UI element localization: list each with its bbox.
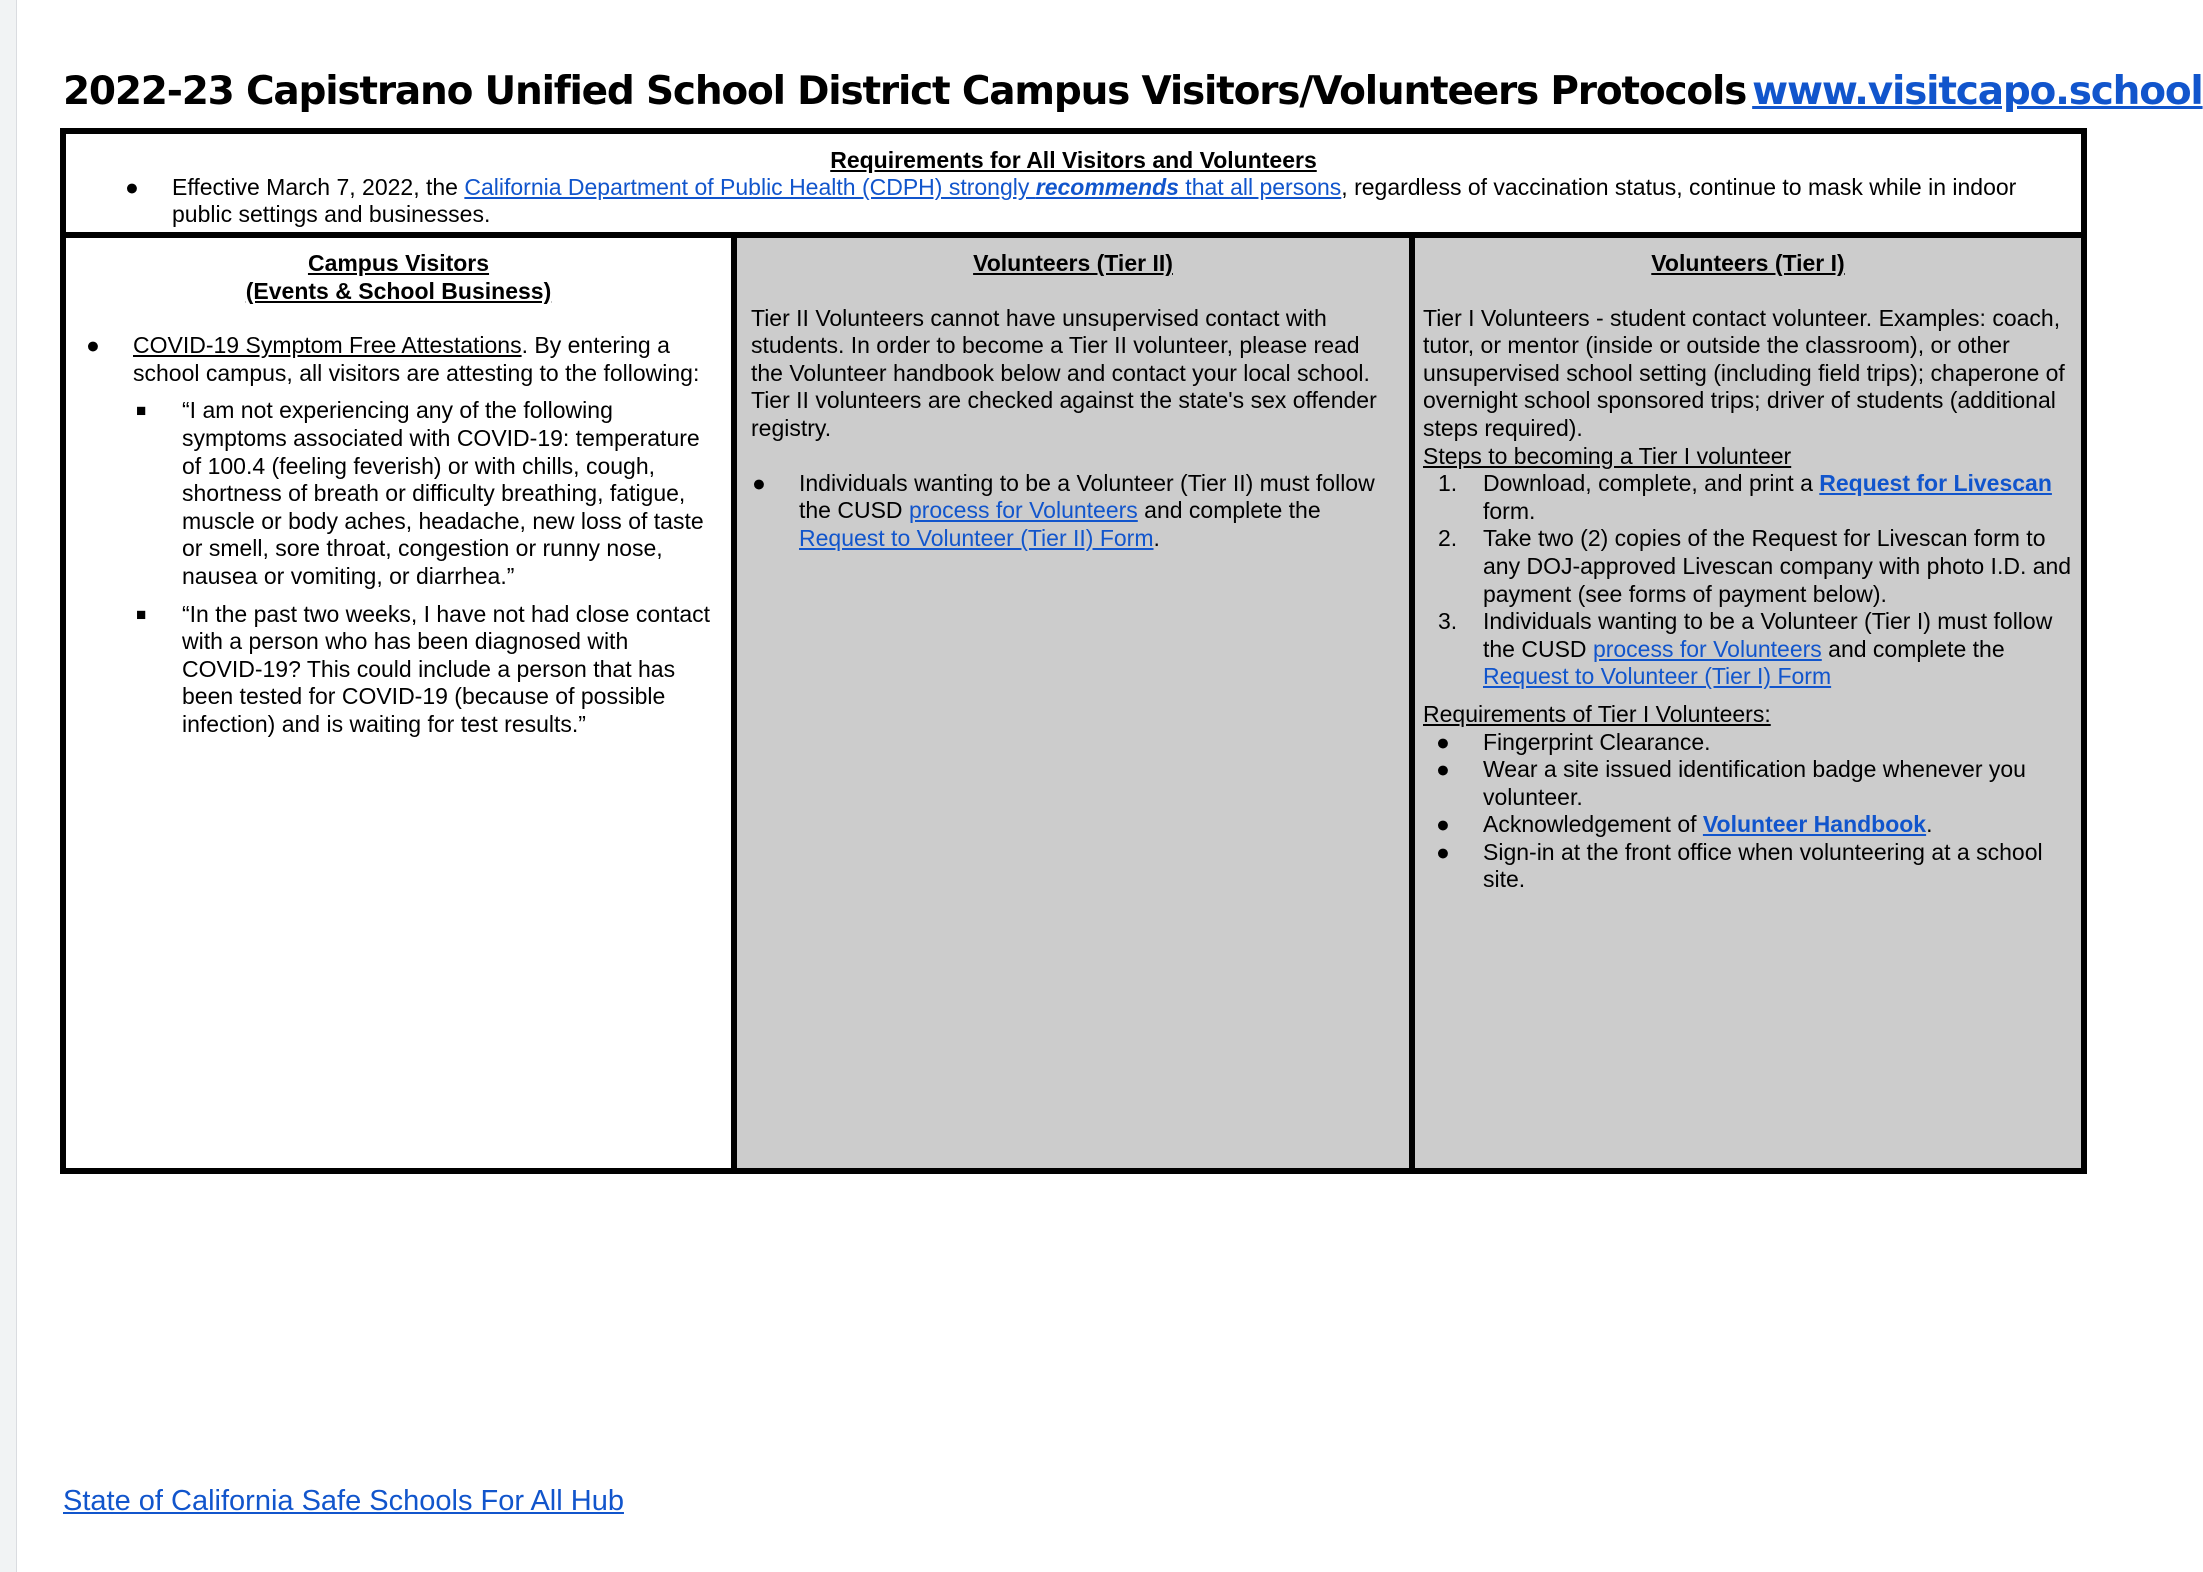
tier1-heading (1415, 250, 2081, 278)
item-text: Sign-in at the front office when volunteering at a school site. (1483, 838, 2043, 893)
tier1-req-signin (1436, 838, 2067, 894)
item-text: “I am not experiencing any of the following symptoms associated with COVID-19: temperature of 100.4 (feeling feverish) or with chills, cough, shortness of breath or difficulty breathing, fatigue, muscle or body aches, headache, new loss of taste or smell, sore throat, congestion or runny nose, nausea or vomiting, or diarrhea.” (182, 397, 704, 589)
bullet-icon: ● (86, 332, 100, 359)
step-number: 1. (1438, 470, 1458, 497)
title-text: 2022-23 Capistrano Unified School District Campus Visitors/Volunteers Protocols (63, 69, 1747, 114)
process-for-volunteers-link[interactable]: process for Volunteers (908, 497, 1138, 524)
requirements-row (66, 134, 2081, 238)
tier1-form-link[interactable]: Request to Volunteer (Tier I) Form (1483, 663, 1832, 690)
process-for-volunteers-link[interactable]: process for Volunteers (1592, 635, 1822, 662)
campus-visitors-column (66, 238, 737, 1168)
tier1-step-3 (1438, 608, 2075, 691)
cdph-link-tail: that all persons (1178, 174, 1342, 200)
tier1-req-handbook (1436, 811, 2067, 839)
item-text: Fingerprint Clearance. (1483, 728, 1711, 755)
protocols-table (60, 128, 2087, 1174)
campus-visitors-heading (66, 250, 731, 305)
safe-schools-hub-link[interactable]: State of California Safe Schools For All Hub (63, 1485, 624, 1517)
item-text: form. (1483, 497, 1536, 524)
heading-line-1: Campus Visitors (307, 250, 490, 276)
tier1-step-2 (1438, 525, 2075, 608)
tier2-heading (737, 250, 1409, 278)
visitcapo-link[interactable]: www.visitcapo.school (1752, 69, 2203, 114)
item-text: Take two (2) copies of the Request for Livescan form to any DOJ-approved Livescan company with photo I.D. and payment (see forms of payment below). (1483, 525, 2072, 607)
bullet-icon: ● (125, 174, 139, 200)
bullet-icon: ● (1436, 838, 1450, 865)
tier1-steps-heading: Steps to becoming a Tier I volunteer (1423, 442, 1792, 469)
item-text: “In the past two weeks, I have not had close contact with a person who has been diagnosed with COVID-19? This could include a person that has been tested for COVID-19 (because of possible infection) and is waiting for test results.” (182, 600, 711, 737)
tier1-volunteers-column (1415, 238, 2081, 1168)
tier2-form-link[interactable]: Request to Volunteer (Tier II) Form (799, 524, 1154, 551)
page-title (63, 62, 2203, 122)
volunteer-handbook-link[interactable]: Volunteer Handbook (1702, 811, 1927, 838)
item-text: Download, complete, and print a (1483, 470, 1820, 497)
tier1-intro: Tier I Volunteers - student contact volunteer. Examples: coach, tutor, or mentor (inside or outside the classroom), or other unsupervised school setting (including field trips); chaperone of overnight school sponsored trips; driver of students (additional steps required). (1423, 304, 2065, 441)
item-text: Individuals wanting to be a Volunteer (Tier II) must follow the CUSD (799, 469, 1375, 524)
item-text: , regardless of vaccination status, continue to mask while in indoor public settings and businesses. (172, 174, 2017, 227)
document-left-margin (0, 0, 17, 1572)
request-for-livescan-link[interactable]: Request for Livescan (1819, 470, 2052, 497)
attestation-title: COVID-19 Symptom Free Attestations (133, 332, 522, 359)
tier1-req-badge (1436, 756, 2067, 811)
step-number: 3. (1438, 608, 1458, 635)
item-text: . By entering a school campus, all visitors are attesting to the following: (133, 332, 700, 386)
bullet-icon: ● (1436, 756, 1450, 783)
heading-text: Volunteers (Tier II) (973, 250, 1173, 276)
heading-text: Volunteers (Tier I) (1651, 250, 1845, 276)
item-text: and complete the (1137, 497, 1321, 524)
tier1-requirements-heading: Requirements of Tier I Volunteers: (1423, 700, 1771, 727)
item-text: Acknowledgement of (1483, 811, 1703, 838)
heading-line-2: (Events & School Business) (245, 277, 552, 304)
bullet-icon: ● (1436, 811, 1450, 838)
bullet-icon: ● (1436, 728, 1450, 755)
tier1-req-fingerprint (1436, 728, 2067, 757)
cdph-link[interactable] (464, 174, 1341, 200)
item-text: Individuals wanting to be a Volunteer (Tier I) must follow the CUSD (1483, 608, 2053, 662)
item-text: Wear a site issued identification badge whenever you volunteer. (1483, 756, 2026, 810)
attestation-contact-item (136, 600, 711, 739)
tier1-step-1 (1438, 470, 2075, 525)
cdph-link-text: California Department of Public Health (CDPH) strongly (464, 174, 1036, 200)
cdph-link-emphasis: recommends (1035, 174, 1179, 200)
square-bullet-icon: ■ (136, 401, 147, 421)
step-number: 2. (1438, 525, 1458, 552)
tier2-intro: Tier II Volunteers cannot have unsupervised contact with students. In order to become a Tier II volunteer, please read the Volunteer handbook below and contact your local school. Tier II volunteers are checked against the state's sex offender registry. (751, 304, 1377, 441)
tier2-volunteers-column (737, 238, 1415, 1168)
square-bullet-icon: ■ (136, 604, 147, 624)
bullet-icon: ● (752, 469, 766, 496)
attestation-symptoms-item (136, 397, 711, 590)
tier2-requirement-item (752, 469, 1389, 553)
item-text: . (1926, 811, 1933, 838)
item-text: . (1153, 524, 1160, 551)
mask-recommendation-item (125, 174, 2041, 228)
item-text: and complete the (1821, 635, 2005, 662)
requirements-heading: Requirements for All Visitors and Volunteers (830, 147, 1317, 173)
item-text: Effective March 7, 2022, the (172, 174, 465, 200)
attestation-item (86, 332, 711, 387)
